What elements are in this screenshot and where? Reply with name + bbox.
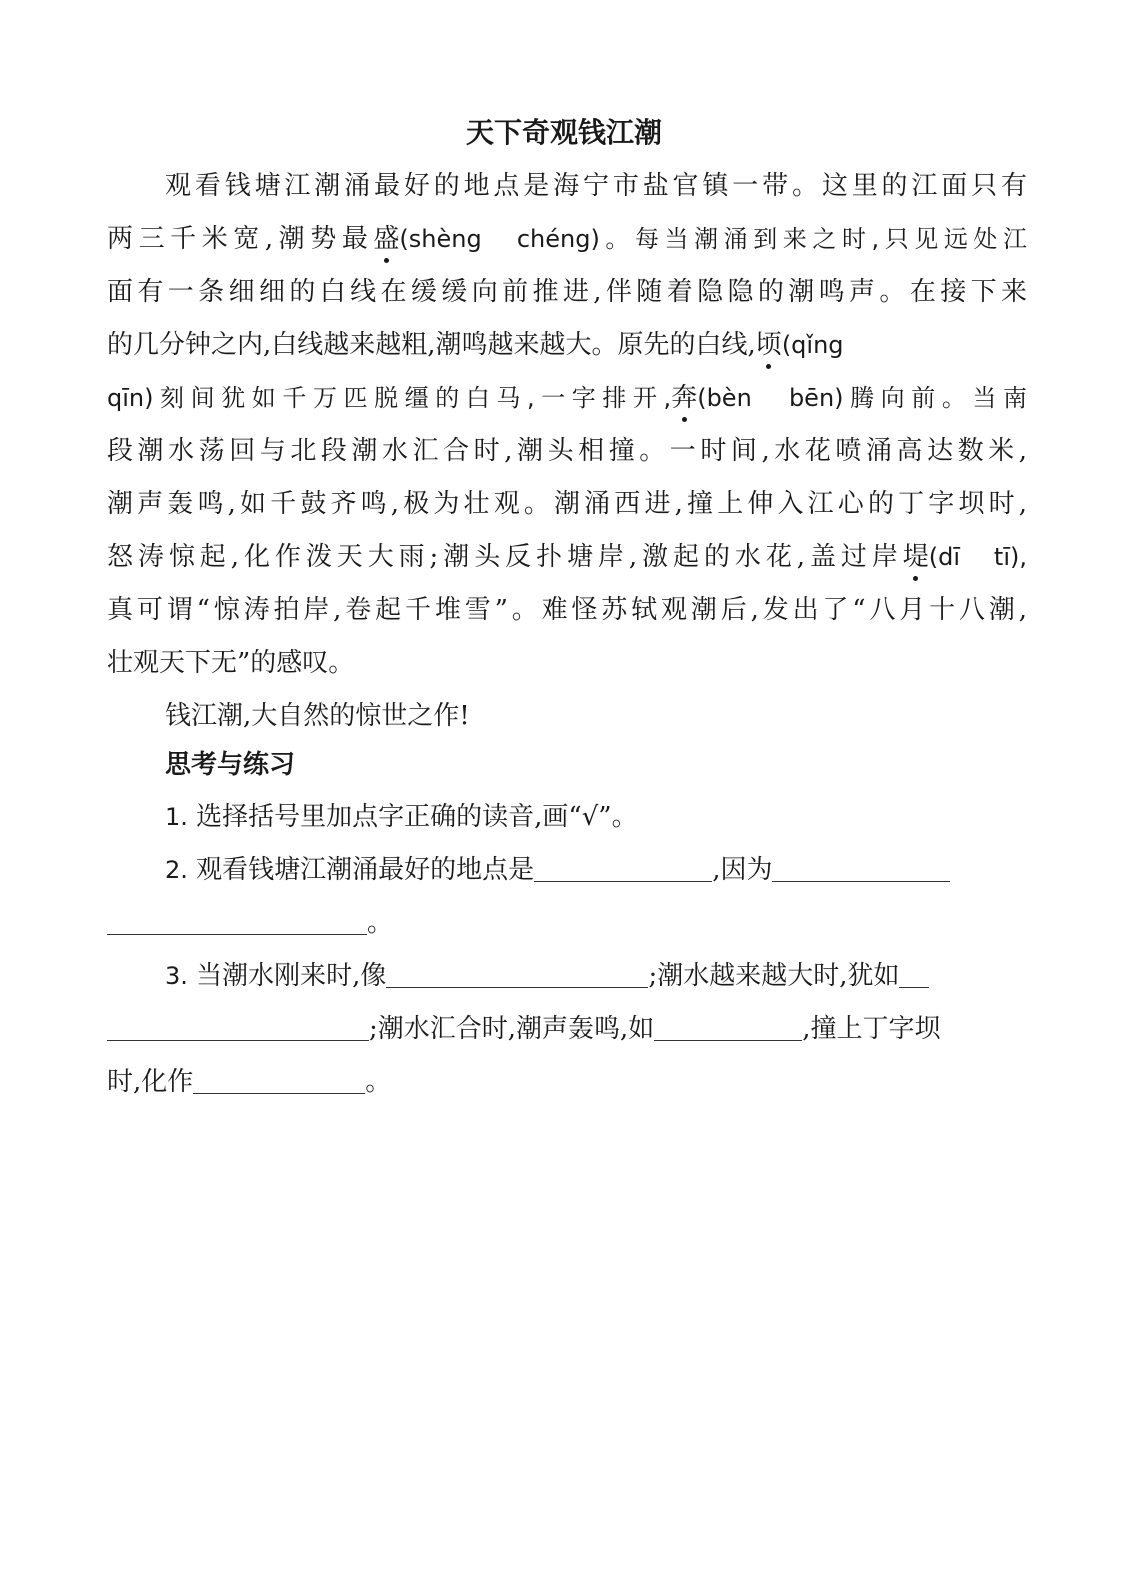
dotted-character: 盛 [373,219,399,259]
passage-line-5 [107,378,1027,418]
question-text: ;潮水越来越大时,犹如 [648,961,900,991]
question-text: 时,化作 [107,1067,194,1097]
question-text: 。 [365,1067,392,1097]
passage-line-6: 段潮水荡回与北段潮水汇合时,潮头相撞。一时间,水花喷涌高达数米, [107,436,1027,466]
question-3-line-2 [107,1009,1027,1049]
question-2-continued [107,903,1027,943]
answer-blank-reason-continued[interactable] [107,904,367,935]
pinyin-options: qīn)刻间犹如千万匹脱缰的白马,一字排开, [107,384,672,412]
passage-text: 的几分钟之内,白线越来越粗,潮鸣越来越大。原先的白线, [107,330,756,360]
answer-blank-dam-impact[interactable] [193,1063,365,1094]
passage-line-3: 面有一条细细的白线在缓缓向前推进,伴随着隐隐的潮鸣声。在接下来 [107,277,1027,307]
dotted-character: 顷 [756,325,782,365]
question-2 [165,850,1027,890]
pinyin-options: (qǐng [781,331,844,359]
passage-line-8 [107,537,1027,577]
exercise-heading: 思考与练习 [165,750,296,780]
question-text: 当潮水刚来时,像 [196,961,387,991]
question-3 [165,956,1027,996]
question-number: 2. [165,856,188,884]
answer-blank-location[interactable] [534,851,712,882]
question-text: ,因为 [712,855,773,885]
dotted-character: 堤 [903,537,929,577]
passage-line-7: 潮声轰鸣,如千鼓齐鸣,极为壮观。潮涌西进,撞上伸入江心的丁字坝时, [107,489,1027,519]
passage-title: 天下奇观钱江潮 [465,116,662,149]
answer-blank-reason[interactable] [772,851,950,882]
passage-text: 两三千米宽,潮势最 [107,224,374,254]
passage-closing-line: 钱江潮,大自然的惊世之作! [165,701,470,731]
passage-line-9: 真可谓“惊涛拍岸,卷起千堆雪”。难怪苏轼观潮后,发出了“八月十八潮, [107,595,1027,625]
pinyin-options: (shèng chéng)。每当潮涌到来之时,只见远处江 [399,225,1028,253]
answer-blank-growing-tide-continued[interactable] [107,1010,369,1041]
question-text: ;潮水汇合时,潮声轰鸣,如 [369,1014,655,1044]
question-3-line-3 [107,1062,1027,1102]
answer-blank-early-tide[interactable] [386,957,648,988]
question-text: 选择括号里加点字正确的读音,画“√”。 [196,802,638,832]
passage-line-4 [107,325,1027,365]
passage-line-10: 壮观天下无”的感叹。 [107,648,355,678]
passage-line-2 [107,219,1027,259]
question-text: ,撞上丁字坝 [802,1014,941,1044]
pinyin-options: (dī tī), [928,543,1027,571]
answer-blank-merge-sound[interactable] [654,1010,802,1041]
question-number: 3. [165,962,188,990]
passage-text: 怒涛惊起,化作泼天大雨;潮头反扑塘岸,激起的水花,盖过岸 [107,542,903,572]
question-text: 观看钱塘江潮涌最好的地点是 [196,855,535,885]
question-1 [165,797,1027,837]
question-number: 1. [165,803,188,831]
question-text: 。 [367,908,394,938]
dotted-character: 奔 [671,378,697,418]
pinyin-options: (bèn bēn)腾向前。当南 [697,384,1027,412]
passage-line-1: 观看钱塘江潮涌最好的地点是海宁市盐官镇一带。这里的江面只有 [165,171,1027,201]
answer-blank-growing-tide[interactable] [899,957,929,988]
